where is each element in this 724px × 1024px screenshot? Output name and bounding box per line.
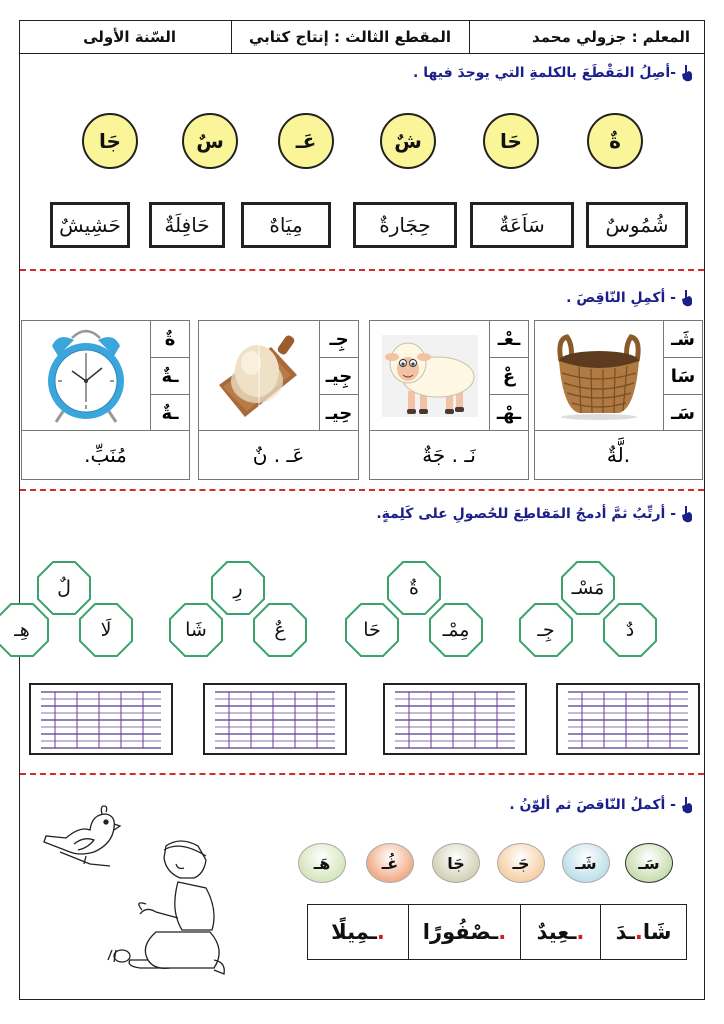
word-part: ـمِيلًا (331, 920, 377, 944)
octagon-top[interactable] (560, 560, 616, 616)
syllable-text: شَا (185, 619, 207, 641)
option[interactable]: سَا (664, 358, 702, 395)
incomplete-word[interactable]: .لَّةٌ (535, 430, 702, 479)
alarm-clock-image (22, 321, 151, 431)
incomplete-word[interactable]: عَـ . نٌ (199, 430, 358, 479)
picture-card (369, 320, 529, 480)
section-divider (20, 489, 704, 491)
dough-image (199, 321, 320, 431)
instruction-text: - أرتِّبُ ثمَّ أدمجُ المَقاطِعَ للحُصولِ على كَلِمةٍ. (376, 506, 676, 522)
word-box[interactable] (353, 202, 457, 248)
blank-dot: . (498, 920, 507, 944)
syllable-circle[interactable] (182, 113, 238, 169)
syllable-text: شَـ (575, 853, 597, 873)
syllable-circle[interactable] (483, 113, 539, 169)
instruction-text: -أصِلُ المَقْطَعَ بالكلمةِ التي يوجدَ فيها . (413, 65, 676, 81)
bird-icon (44, 806, 120, 866)
color-syllable[interactable] (366, 843, 414, 883)
picture-card (534, 320, 703, 480)
basket-image (535, 321, 664, 431)
fill-word-cell[interactable] (600, 905, 686, 959)
syllable-text: سَـ (638, 853, 660, 873)
syllable-text: شٌ (394, 129, 422, 153)
syllable-text: عَـ (295, 129, 317, 153)
writing-grid[interactable] (556, 683, 700, 755)
syllable-text: حَا (363, 619, 381, 641)
blank-dot: . (576, 920, 585, 944)
pointing-hand-icon (680, 796, 694, 814)
syllable-circle[interactable] (587, 113, 643, 169)
syllable-text: جِـ (537, 619, 555, 641)
word-part: ـصْفُورًا (422, 920, 499, 944)
color-syllable[interactable] (298, 843, 346, 883)
syllable-text: جَـ (512, 853, 530, 873)
octagon-top[interactable] (386, 560, 442, 616)
syllable-text: عٌ (274, 619, 286, 641)
option[interactable]: ـةٌ (151, 358, 189, 395)
pointing-hand-icon (680, 64, 694, 82)
syllable-text: رِ (233, 577, 243, 599)
instruction-text: - أكملُ النّاقصَ ثم ألوّنُ . (509, 797, 676, 813)
word-text: حَشِيشٌ (59, 213, 121, 237)
option[interactable]: شَـ (664, 321, 702, 358)
syllable-text: مِمْـ (442, 619, 470, 641)
word-box[interactable] (241, 202, 331, 248)
word-text: سَاَعَةٌ (499, 213, 545, 237)
boy-icon (108, 841, 224, 974)
incomplete-word[interactable]: مُنَبِّ. (22, 430, 189, 479)
section1-instruction (413, 64, 694, 82)
octagon-top[interactable] (36, 560, 92, 616)
syllable-text: جَا (99, 129, 121, 153)
color-syllable[interactable] (562, 843, 610, 883)
fill-words-table (307, 904, 687, 960)
section-divider (20, 269, 704, 271)
writing-grid[interactable] (203, 683, 347, 755)
instruction-text: - أكمِلِ النّاقِصَ . (566, 290, 676, 306)
writing-grid[interactable] (29, 683, 173, 755)
blank-dot: . (634, 920, 643, 944)
writing-grid[interactable] (383, 683, 527, 755)
syllable-text: جَا (447, 853, 465, 873)
octagon-top[interactable] (210, 560, 266, 616)
worksheet-header (19, 20, 705, 54)
option[interactable]: ـهْـ (496, 402, 522, 424)
syllable-text: غُـ (381, 853, 399, 873)
syllable-text: سٌ (196, 129, 224, 153)
syllable-circle[interactable] (278, 113, 334, 169)
option[interactable]: حِيـ (325, 402, 353, 424)
teacher-name: المعلم : جزولي محمد (469, 21, 704, 53)
syllable-text: هِـ (14, 619, 30, 641)
syllable-text: دٌ (625, 619, 635, 641)
section-divider (20, 773, 704, 775)
fill-word-cell[interactable] (308, 905, 408, 959)
picture-card (21, 320, 190, 480)
section2-instruction (566, 289, 694, 307)
pointing-hand-icon (680, 505, 694, 523)
syllable-text: لَا (100, 619, 112, 641)
syllable-text: مَسْـ (571, 577, 605, 599)
word-part: ـدَ (615, 920, 635, 944)
unit-title: المقطع الثالث : إنتاج كتابي (231, 21, 469, 53)
syllable-options (151, 321, 189, 431)
option[interactable]: جِـ (320, 321, 358, 358)
syllable-options (320, 321, 358, 431)
syllable-circle[interactable] (380, 113, 436, 169)
word-part: شَا (642, 920, 672, 944)
syllable-text: هَـ (313, 853, 331, 873)
word-box[interactable] (470, 202, 574, 248)
option[interactable]: ـةٌ (161, 402, 179, 424)
section3-instruction (376, 505, 694, 523)
pointing-hand-icon (680, 289, 694, 307)
word-text: مِيَاهٌ (269, 213, 303, 237)
word-box[interactable] (586, 202, 688, 248)
fill-word-cell[interactable] (408, 905, 520, 959)
syllable-text: ةٌ (409, 577, 419, 599)
option[interactable]: جِيـ (320, 358, 358, 395)
syllable-circle[interactable] (82, 113, 138, 169)
syllable-text: حَا (500, 129, 522, 153)
picture-card (198, 320, 359, 480)
option[interactable]: ةٌ (151, 321, 189, 358)
word-text: حَافِلَةٌ (164, 213, 210, 237)
syllable-options (490, 321, 528, 431)
word-box[interactable] (50, 202, 130, 248)
syllable-options (664, 321, 702, 431)
color-syllable[interactable] (497, 843, 545, 883)
option[interactable]: ـعْـ (490, 321, 528, 358)
color-syllable[interactable] (432, 843, 480, 883)
option[interactable]: عْ (490, 358, 528, 395)
bird-and-boy-illustration (30, 800, 250, 980)
sheep-image (370, 321, 490, 431)
word-box[interactable] (149, 202, 225, 248)
blank-dot: . (376, 920, 385, 944)
grade-level: السّنة الأولى (83, 28, 176, 46)
syllable-text: ةٌ (609, 129, 621, 153)
word-text: شُمُوسٌ (605, 213, 669, 237)
color-syllable[interactable] (625, 843, 673, 883)
word-part: ـعِيدٌ (536, 920, 577, 944)
fill-word-cell[interactable] (520, 905, 600, 959)
incomplete-word[interactable]: نَـ . جَةٌ (370, 430, 528, 479)
section4-instruction (509, 796, 694, 814)
syllable-text: لٌ (57, 577, 71, 599)
option[interactable]: سَـ (671, 402, 695, 424)
word-text: حِجَارةٌ (379, 213, 431, 237)
